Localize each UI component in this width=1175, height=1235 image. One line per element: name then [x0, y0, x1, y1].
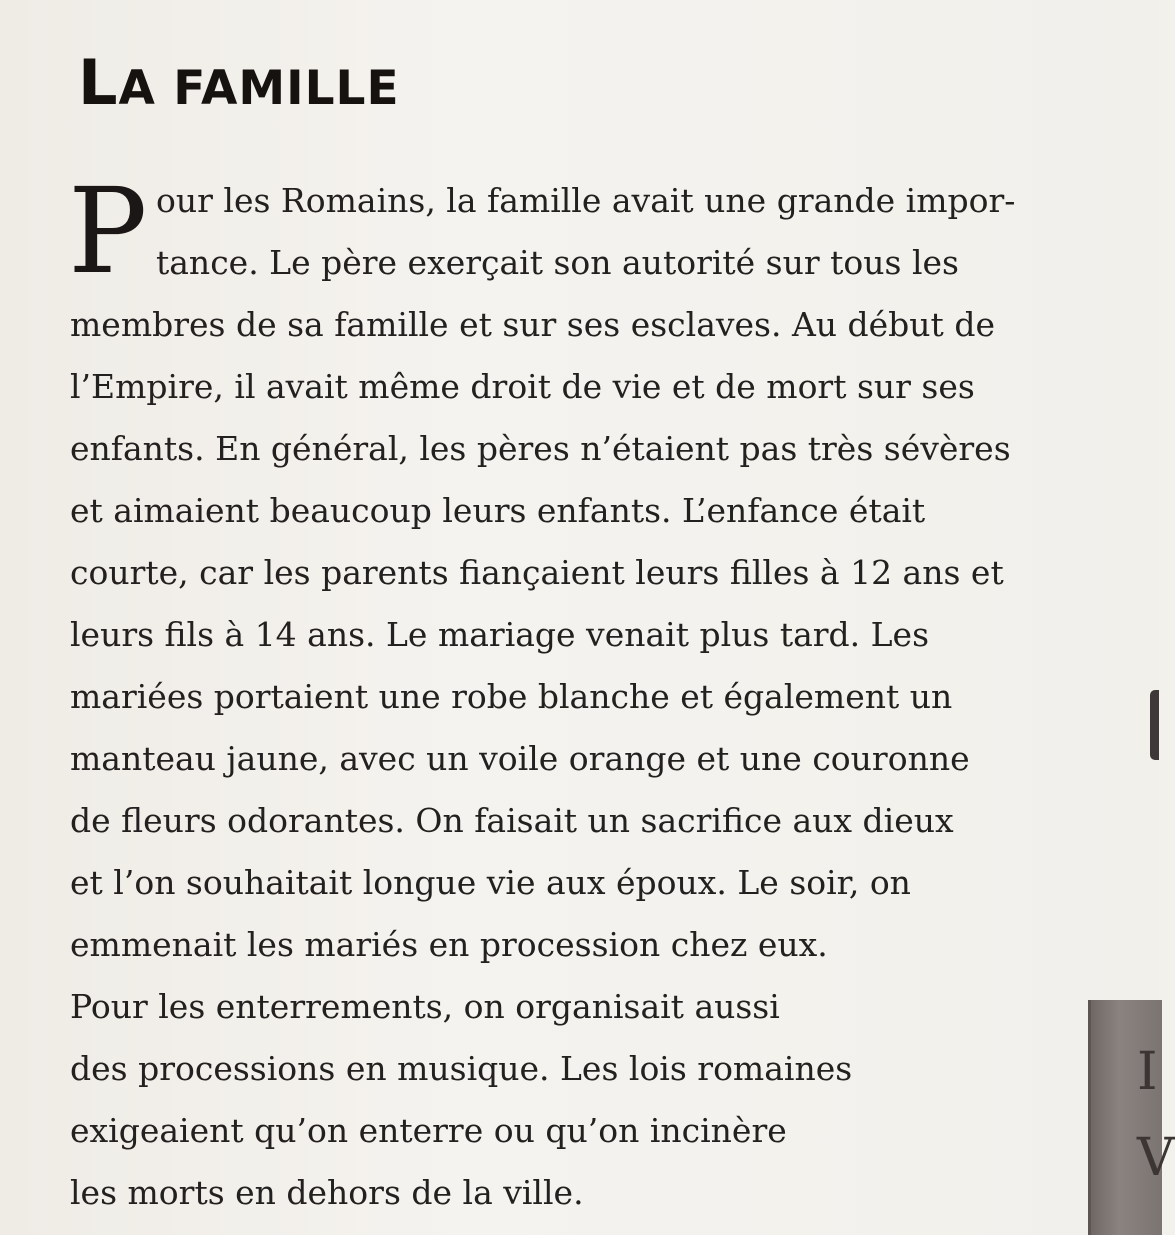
text-line: l’Empire, il avait même droit de vie et de mort sur ses	[70, 367, 975, 406]
text-line: et aimaient beaucoup leurs enfants. L’enfance était	[70, 491, 926, 530]
text-line: our les Romains, la famille avait une grande impor-	[156, 181, 1016, 220]
relief-glyph: V	[1137, 1128, 1175, 1188]
title-rest: A FAMILLE	[118, 61, 400, 116]
title-first-letter: L	[78, 46, 119, 119]
text-line: enfants. En général, les pères n’étaient pas très sévères	[70, 429, 1011, 468]
text-line: leurs fils à 14 ans. Le mariage venait plus tard. Les	[70, 615, 930, 654]
adjacent-image-edge	[1150, 690, 1159, 760]
text-line: emmenait les mariés en procession chez eux.	[70, 925, 828, 964]
text-line: exigeaient qu’on enterre ou qu’on incinère	[70, 1111, 787, 1150]
relief-glyph: I	[1137, 1042, 1158, 1102]
text-line: mariées portaient une robe blanche et également un	[70, 677, 953, 716]
article-body	[68, 162, 1150, 1224]
text-line: courte, car les parents fiançaient leurs filles à 12 ans et	[70, 553, 1004, 592]
text-line: et l’on souhaitait longue vie aux époux. Le soir, on	[70, 863, 911, 902]
text-line: tance. Le père exerçait son autorité sur tous les	[156, 243, 959, 282]
drop-cap: P	[68, 162, 148, 300]
stone-relief-image	[1088, 1000, 1175, 1235]
text-line: les morts en dehors de la ville.	[70, 1173, 584, 1212]
text-line: de fleurs odorantes. On faisait un sacrifice aux dieux	[70, 801, 954, 840]
page-title	[78, 46, 400, 119]
text-line: Pour les enterrements, on organisait aussi	[70, 987, 780, 1026]
text-line: manteau jaune, avec un voile orange et une couronne	[70, 739, 970, 778]
text-line: des processions en musique. Les lois romaines	[70, 1049, 853, 1088]
text-line: membres de sa famille et sur ses esclaves. Au début de	[70, 305, 995, 344]
